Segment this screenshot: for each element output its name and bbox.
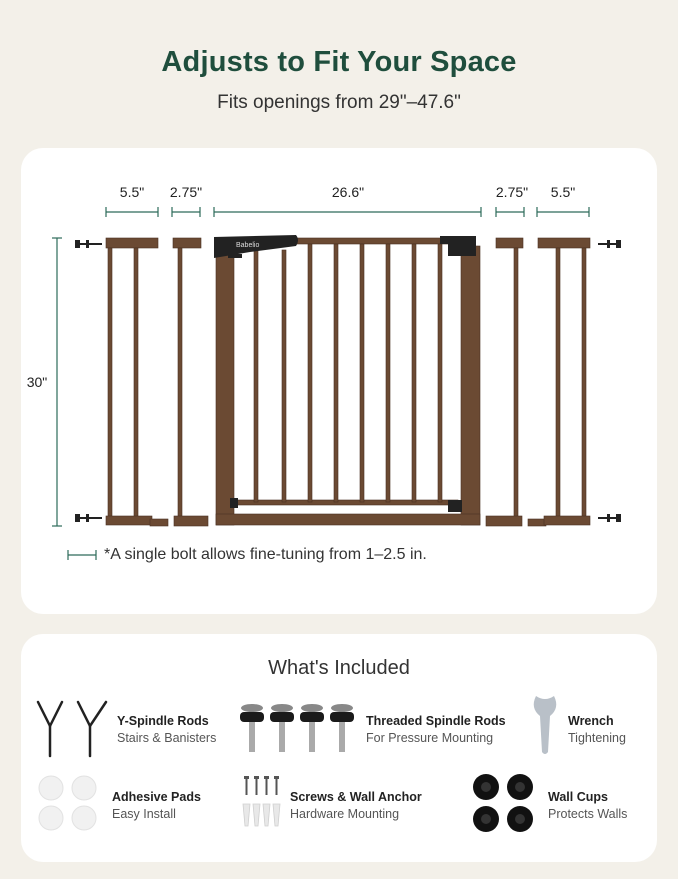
threaded-spindle-rods-icon: [238, 702, 358, 754]
dim-label-left-small-extension: 2.75": [169, 184, 203, 200]
item-desc-wall-cups: Protects Walls: [548, 807, 628, 821]
dim-label-height: 30": [26, 374, 48, 390]
y-spindle-rods-icon: [36, 698, 116, 758]
dim-label-right-extension: 5.5": [550, 184, 576, 200]
brand-label: Babelio: [236, 242, 260, 249]
screws-wall-anchor-icon: [240, 776, 284, 832]
item-name-threaded-spindle-rods: Threaded Spindle Rods: [366, 714, 506, 728]
width-dimension-lines: [52, 207, 589, 560]
wrench-icon: [530, 694, 560, 756]
wall-cups-icon: [472, 773, 538, 833]
right-extension-5-5: [528, 238, 590, 526]
item-desc-screws-wall-anchor: Hardware Mounting: [290, 807, 400, 821]
bolt-adjust-note: *A single bolt allows fine-tuning from 1–2.5 in.: [104, 546, 427, 563]
item-name-y-spindle-rods: Y-Spindle Rods: [117, 714, 209, 728]
page-title: Adjusts to Fit Your Space: [161, 46, 517, 78]
item-name-screws-wall-anchor: Screws & Wall Anchor: [290, 790, 422, 804]
left-extension-5-5: [106, 238, 168, 526]
right-extension-2-75: [486, 238, 523, 526]
item-desc-adhesive-pads: Easy Install: [112, 807, 176, 821]
left-wall-bolts: [75, 240, 102, 522]
page-subtitle: Fits openings from 29"–47.6": [217, 92, 461, 113]
item-name-wrench: Wrench: [568, 714, 614, 728]
item-desc-y-spindle-rods: Stairs & Banisters: [117, 731, 217, 745]
dim-label-right-small-extension: 2.75": [495, 184, 529, 200]
left-extension-2-75: [173, 238, 208, 526]
main-gate-frame: [216, 238, 480, 525]
item-desc-wrench: Tightening: [568, 731, 626, 745]
item-name-wall-cups: Wall Cups: [548, 790, 608, 804]
dim-label-left-extension: 5.5": [119, 184, 145, 200]
right-wall-bolts: [598, 240, 621, 522]
whats-included-title: What's Included: [268, 657, 410, 679]
adhesive-pads-icon: [38, 775, 100, 833]
dim-label-gate-width: 26.6": [331, 184, 365, 200]
item-desc-threaded-spindle-rods: For Pressure Mounting: [366, 731, 494, 745]
item-name-adhesive-pads: Adhesive Pads: [112, 790, 201, 804]
